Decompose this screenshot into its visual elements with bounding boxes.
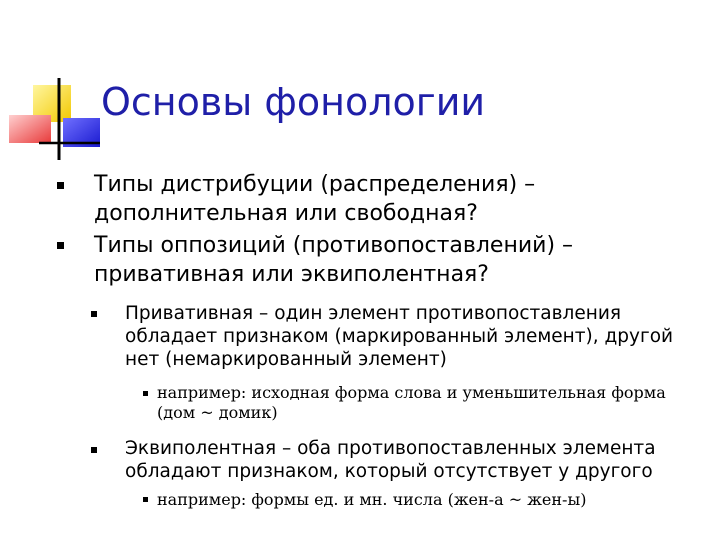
logo-red-square [9, 115, 51, 143]
sub-bullet-line: нет (немаркированный элемент) [125, 349, 447, 370]
decorative-logo [0, 0, 100, 170]
sub-sub-bullet-text [157, 490, 586, 510]
sub-bullet-line: Эквиполентная – оба противопоставленных элемента [125, 438, 656, 459]
bullet-line: Типы оппозиций (противопоставлений) – [94, 233, 574, 258]
sub-sub-bullet-text [157, 383, 666, 423]
bullet-text [94, 170, 535, 228]
sub-sub-bullet-line: например: исходная форма слова и уменьшительная форма [157, 383, 666, 402]
sub-bullet-marker [91, 311, 97, 317]
sub-bullet-text [125, 302, 673, 371]
bullet-marker [57, 242, 64, 249]
sub-sub-bullet-line: (дом ~ домик) [157, 403, 278, 422]
sub-sub-bullet-line: например: формы ед. и мн. числа (жен-а ~ жен-ы) [157, 490, 587, 509]
bullet-text [94, 231, 573, 289]
sub-bullet-text [125, 437, 656, 483]
sub-sub-bullet-marker [143, 497, 148, 502]
sub-sub-bullet-marker [143, 391, 148, 396]
slide-title: Основы фонологии [101, 80, 486, 124]
bullet-marker [57, 182, 64, 189]
sub-bullet-line: обладают признаком, который отсутствует у другого [125, 461, 653, 482]
bullet-line: дополнительная или свободная? [94, 201, 478, 226]
sub-bullet-line: Привативная – один элемент противопоставления [125, 303, 621, 324]
sub-bullet-marker [91, 447, 97, 453]
sub-bullet-line: обладает признаком (маркированный элемент), другой [125, 326, 674, 347]
bullet-line: привативная или эквиполентная? [94, 262, 489, 287]
bullet-line: Типы дистрибуции (распределения) – [94, 172, 536, 197]
